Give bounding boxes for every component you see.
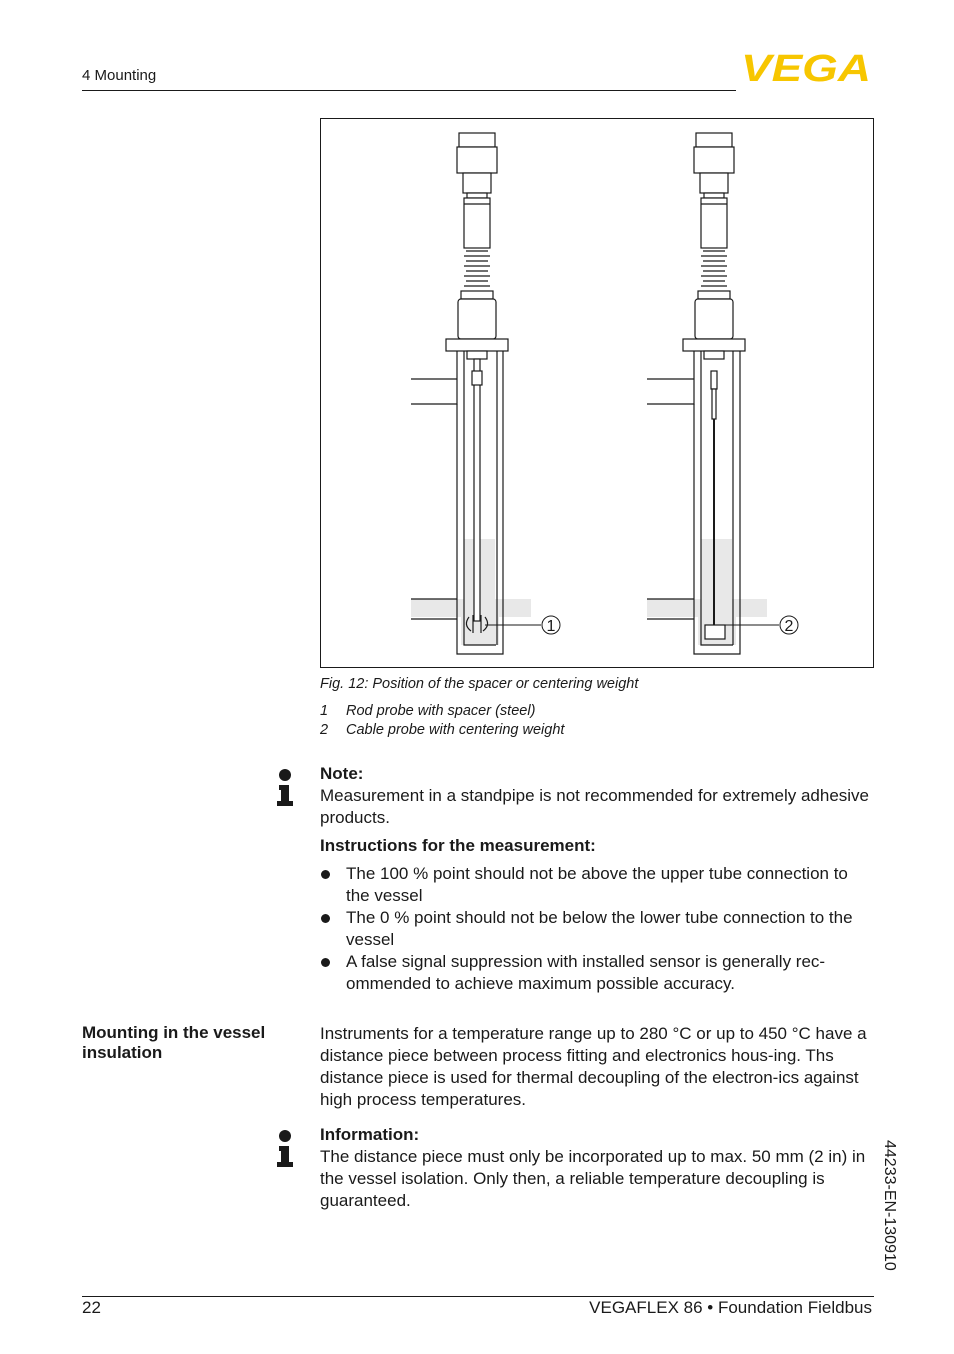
information-text: The distance piece must only be incorporated up to max. 50 mm (2 in) in the vessel isolation. Only then, a reliable temperature decoupling is guaranteed. <box>320 1147 866 1210</box>
callout-number: 2 <box>784 618 794 635</box>
figure-frame <box>320 118 874 668</box>
note-block <box>320 763 876 829</box>
list-item-text: The 0 % point should not be below the lower tube connection to the vessel <box>346 908 853 949</box>
page-number: 22 <box>82 1298 101 1317</box>
logo-text: VEGA <box>741 52 871 84</box>
rod-probe-assembly <box>411 133 531 654</box>
info-icon <box>276 1130 294 1168</box>
list-item <box>320 863 876 907</box>
footer-title: VEGAFLEX 86 • Foundation Fieldbus <box>589 1298 872 1317</box>
probe-diagram <box>321 119 873 667</box>
information-title: Information: <box>320 1125 420 1144</box>
figure-legend <box>320 702 564 740</box>
information-block <box>320 1124 876 1212</box>
instructions-title: Instructions for the measurement: <box>320 836 596 855</box>
vessel-insulation-text: Instruments for a temperature range up to 280 °C or up to 450 °C have a distance piece between process fitting and electronics hous-ing. Ths distance piece is used for thermal decoupling of the electron-ics against high process temperatures. <box>320 1024 867 1109</box>
note-text: Measurement in a standpipe is not recommended for extremely adhesive products. <box>320 786 870 827</box>
list-item-text: A false signal suppression with installed sensor is generally rec-ommended to achieve maximum possible accuracy. <box>346 952 826 993</box>
legend-item <box>320 721 564 740</box>
instructions-list <box>320 863 876 995</box>
header-rule <box>82 90 736 91</box>
bullet-icon <box>321 870 330 879</box>
bullet-icon <box>321 958 330 967</box>
section-heading: Mounting in the vessel insulation <box>82 1023 266 1062</box>
document-id: 44233-EN-130910 <box>881 1140 898 1271</box>
header-section: 4 Mounting <box>82 67 157 84</box>
note-title: Note: <box>320 764 364 783</box>
cable-probe-assembly <box>647 133 767 654</box>
info-icon <box>276 769 294 807</box>
figure-caption: Fig. 12: Position of the spacer or centering weight <box>320 676 639 692</box>
footer-rule <box>82 1296 874 1297</box>
legend-number: 1 <box>320 703 329 719</box>
legend-number: 2 <box>320 722 329 738</box>
legend-text: Rod probe with spacer (steel) <box>346 703 536 719</box>
list-item-text: The 100 % point should not be above the upper tube connection to the vessel <box>346 864 848 905</box>
list-item <box>320 907 876 951</box>
legend-text: Cable probe with centering weight <box>346 722 565 738</box>
vega-logo <box>741 52 873 84</box>
callout-number: 1 <box>546 618 556 635</box>
list-item <box>320 951 876 995</box>
bullet-icon <box>321 914 330 923</box>
legend-item <box>320 702 564 721</box>
